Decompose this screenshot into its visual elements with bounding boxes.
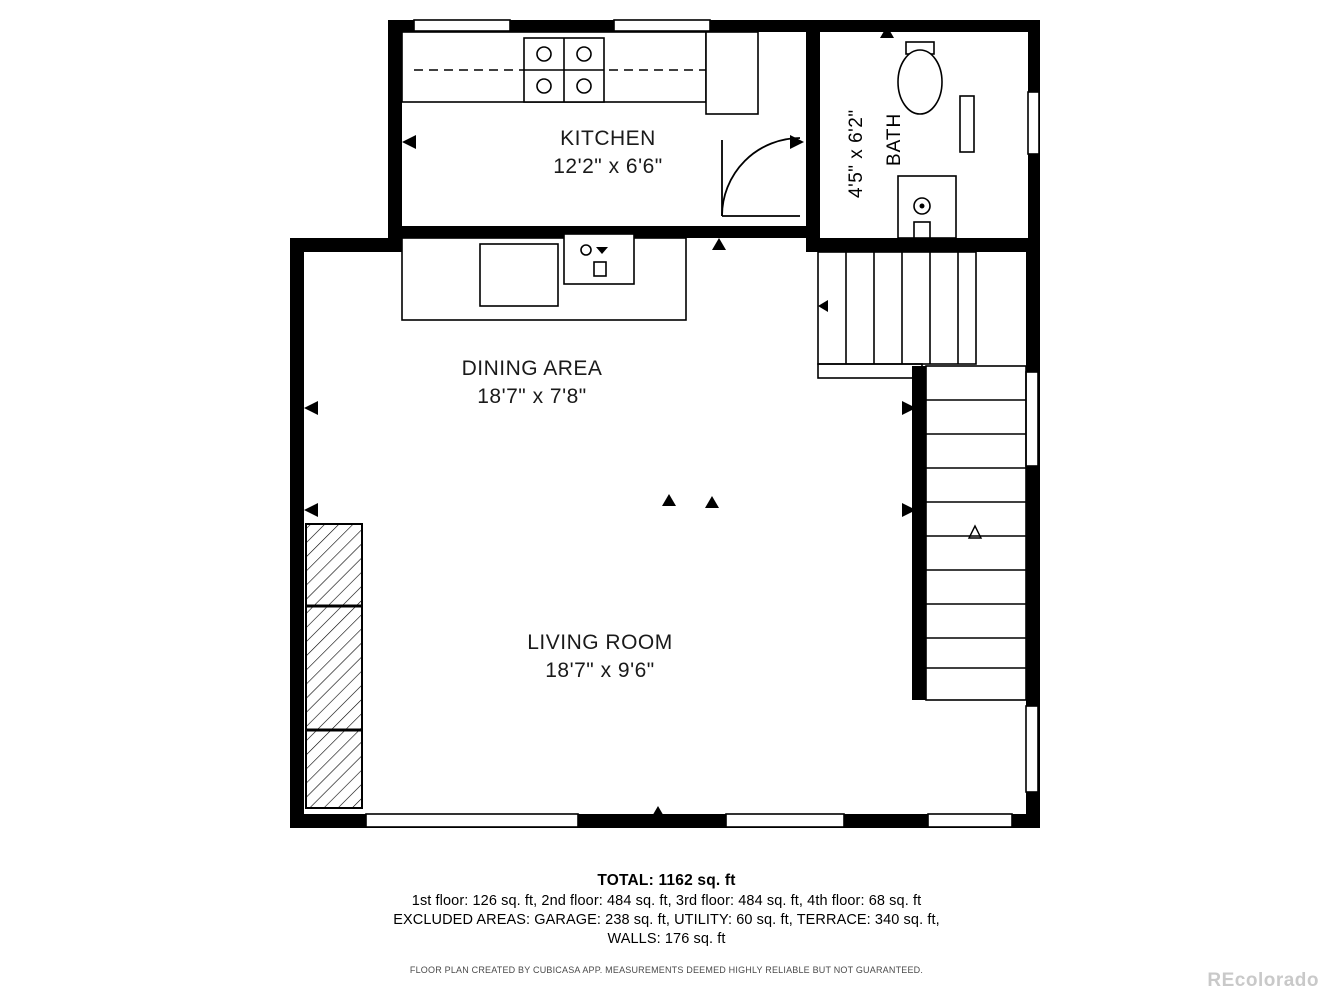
recolorado-watermark: REcolorado bbox=[1207, 970, 1319, 991]
summary-footer bbox=[0, 872, 1333, 975]
room-dimensions: 18'7" x 9'6" bbox=[545, 659, 655, 682]
room-name: KITCHEN bbox=[560, 127, 656, 150]
stairs-down-arrow bbox=[818, 300, 828, 312]
room-name: DINING AREA bbox=[461, 357, 603, 380]
windows bbox=[366, 20, 1039, 827]
disclaimer: FLOOR PLAN CREATED BY CUBICASA APP. MEASUREMENTS DEEMED HIGHLY RELIABLE BUT NOT GUARANTEED. bbox=[409, 965, 924, 975]
kitchen-island bbox=[402, 234, 686, 320]
excluded-areas: EXCLUDED AREAS: GARAGE: 238 sq. ft, UTILITY: 60 sq. ft, TERRACE: 340 sq. ft, bbox=[393, 912, 940, 928]
kitchen-door bbox=[722, 138, 800, 216]
room-dimensions: 12'2" x 6'6" bbox=[553, 155, 663, 178]
room-label-kitchen bbox=[553, 127, 663, 179]
bath-fixtures bbox=[898, 42, 974, 238]
exterior-walls bbox=[290, 20, 1040, 828]
room-dimensions: 18'7" x 7'8" bbox=[477, 385, 587, 408]
floor-breakdown: 1st floor: 126 sq. ft, 2nd floor: 484 sq. ft, 3rd floor: 484 sq. ft, 4th floor: 68 sq. ft bbox=[411, 893, 922, 909]
total-area: TOTAL: 1162 sq. ft bbox=[597, 872, 736, 889]
room-label-bath: BATH bbox=[884, 112, 905, 166]
room-label-living-room bbox=[527, 631, 673, 683]
kitchen-counters bbox=[402, 32, 758, 114]
room-name: LIVING ROOM bbox=[527, 631, 673, 654]
room-dimensions-bath: 4'5" x 6'2" bbox=[846, 109, 867, 198]
room-label-dining-area bbox=[462, 357, 603, 409]
sliding-glass-door bbox=[306, 524, 362, 808]
walls-area: WALLS: 176 sq. ft bbox=[607, 931, 726, 947]
